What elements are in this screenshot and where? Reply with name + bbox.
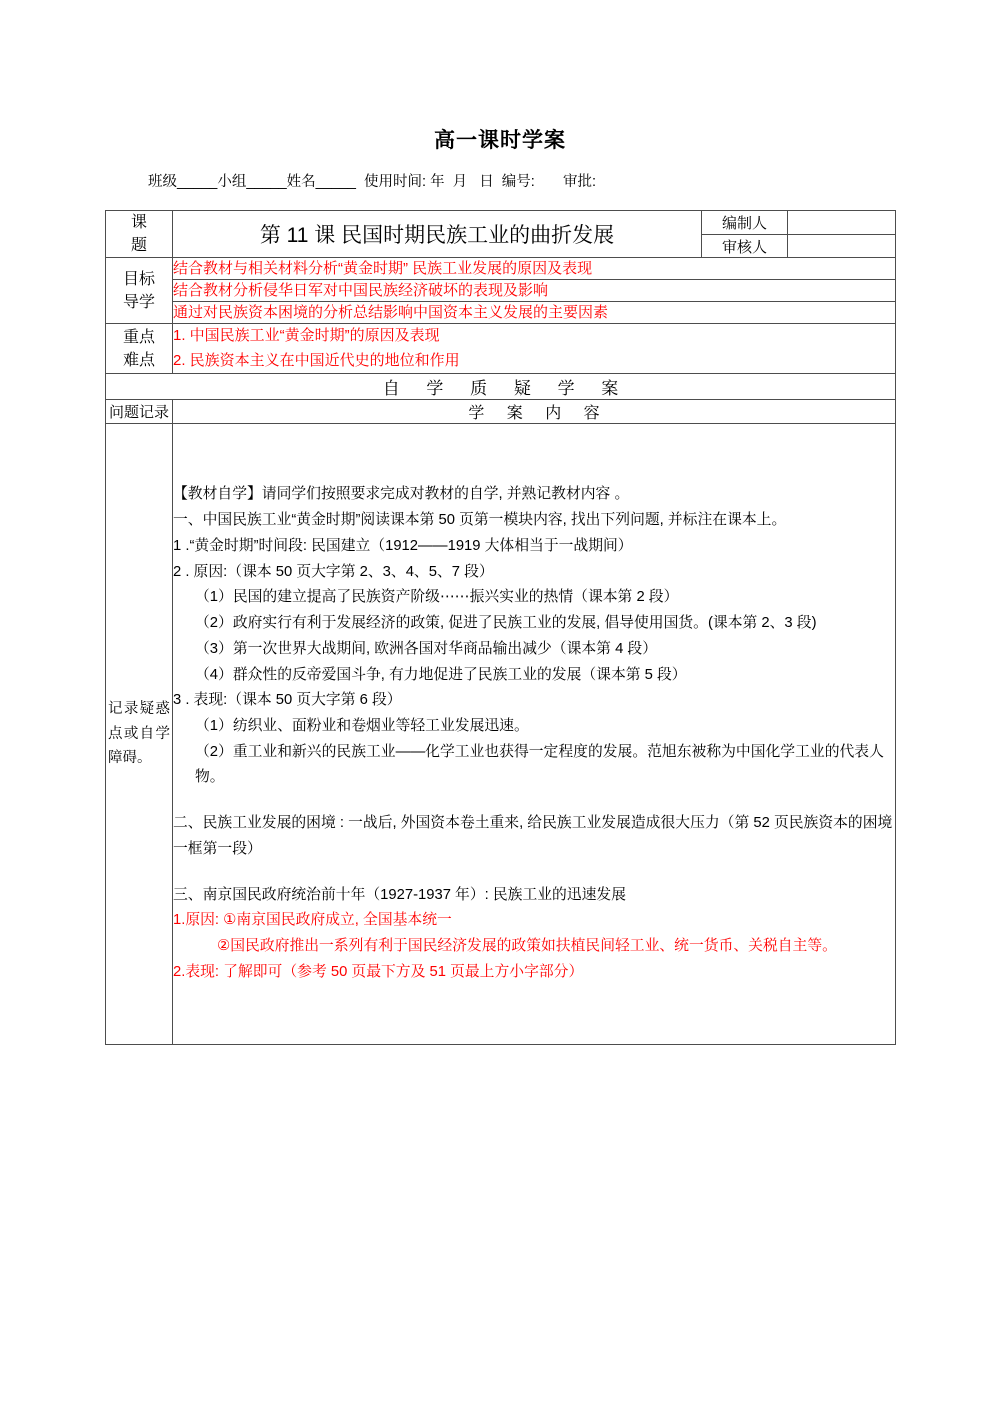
reviewer-value[interactable] — [788, 234, 896, 258]
content-paragraph: ②国民政府推出一系列有利于国民经济发展的政策如扶植民间轻工业、统一货币、关税自主等。 — [217, 938, 837, 955]
lesson-plan-table — [105, 210, 896, 1045]
content-paragraph: 【教材自学】请同学们按照要求完成对教材的自学, 并熟记教材内容 。 — [173, 486, 630, 503]
content-spacer — [173, 791, 895, 811]
lesson-title-value: 第 11 课 民国时期民族工业的曲折发展 — [173, 211, 702, 258]
content-paragraph: （3）第一次世界大战期间, 欧洲各国对华商品输出减少（课本第 4 段） — [195, 640, 658, 657]
goal-item-1: 结合教材与相关材料分析“黄金时期” 民族工业发展的原因及表现 — [173, 258, 896, 280]
section-banner: 自 学 质 疑 学 案 — [106, 374, 896, 400]
goal-item-2: 结合教材分析侵华日军对中国民族经济破坏的表现及影响 — [173, 280, 896, 302]
content-paragraph: （1）纺织业、面粉业和卷烟业等轻工业发展迅速。 — [195, 718, 529, 734]
student-info-line: 班级_____小组_____姓名_____ 使用时间: 年 月 日 编号: 审批: — [148, 174, 597, 191]
content-paragraph: 1 .“黄金时期”时间段: 民国建立（1912——1919 大体相当于一战期间） — [173, 537, 633, 554]
content-paragraph: （2）重工业和新兴的民族工业——化学工业也获得一定程度的发展。范旭东被称为中国化学工业的代表人物。 — [195, 743, 884, 786]
content-paragraph: 1.原因: ①南京国民政府成立, 全国基本统一 — [173, 912, 452, 929]
content-paragraph: （2）政府实行有利于发展经济的政策, 促进了民族工业的发展, 倡导使用国货。(课本第 2、3 段) — [195, 615, 817, 632]
notes-cell-label: 记录疑惑点或自学障碍。 — [108, 700, 170, 767]
label-lesson-text: 课 题 — [130, 214, 147, 255]
label-compiler: 编制人 — [702, 211, 788, 235]
content-paragraph: 2 . 原因:（课本 50 页大字第 2、3、4、5、7 段） — [173, 563, 494, 580]
content-paragraph: （1）民国的建立提高了民族资产阶级⋯⋯振兴实业的热情（课本第 2 段） — [195, 589, 679, 606]
keypoints-cell — [173, 324, 896, 374]
table-row-keypoints — [106, 324, 896, 374]
content-paragraph: 2.表现: 了解即可（参考 50 页最下方及 51 页最上方小字部分） — [173, 963, 584, 980]
label-goals-text: 目标 导学 — [122, 270, 155, 311]
content-paragraph: 三、南京国民政府统治前十年（1927-1937 年）: 民族工业的迅速发展 — [173, 886, 627, 903]
compiler-value[interactable] — [788, 211, 896, 235]
label-reviewer: 审核人 — [702, 234, 788, 258]
content-spacer — [173, 863, 895, 883]
table-row-lesson-title — [106, 211, 896, 235]
label-goals — [106, 258, 173, 324]
content-paragraph: 3 . 表现:（课本 50 页大字第 6 段） — [173, 692, 402, 709]
table-row-goal-3 — [106, 302, 896, 324]
label-keypoints-text: 重点 难点 — [122, 328, 155, 369]
label-keypoints — [106, 324, 173, 374]
content-paragraph: 一、中国民族工业“黄金时期”阅读课本第 50 页第一模块内容, 找出下列问题, 并标注在课本上。 — [173, 512, 787, 529]
content-cell[interactable] — [173, 424, 896, 1045]
notes-cell[interactable] — [106, 424, 173, 1045]
label-lesson — [106, 211, 173, 258]
goal-item-3: 通过对民族资本困境的分析总结影响中国资本主义发展的主要因素 — [173, 302, 896, 324]
content-body — [173, 482, 895, 985]
table-row-body — [106, 424, 896, 1045]
table-row-goal-1 — [106, 258, 896, 280]
keypoint-item-2: 2. 民族资本主义在中国近代史的地位和作用 — [173, 351, 460, 369]
table-row-goal-2 — [106, 280, 896, 302]
table-row-section-banner — [106, 374, 896, 400]
column-header-content: 学 案 内 容 — [173, 400, 896, 424]
content-paragraph: （4）群众性的反帝爱国斗争, 有力地促进了民族工业的发展（课本第 5 段） — [195, 666, 687, 683]
table-row-column-headers — [106, 400, 896, 424]
page-title: 高一课时学案 — [434, 129, 566, 152]
column-header-notes: 问题记录 — [106, 400, 173, 424]
content-paragraph: 二、民族工业发展的困境 : 一战后, 外国资本卷土重来, 给民族工业发展造成很大压力（第 52 页民族资本的困境一框第一段） — [173, 815, 893, 857]
keypoint-item-1: 1. 中国民族工业“黄金时期”的原因及表现 — [173, 327, 440, 345]
